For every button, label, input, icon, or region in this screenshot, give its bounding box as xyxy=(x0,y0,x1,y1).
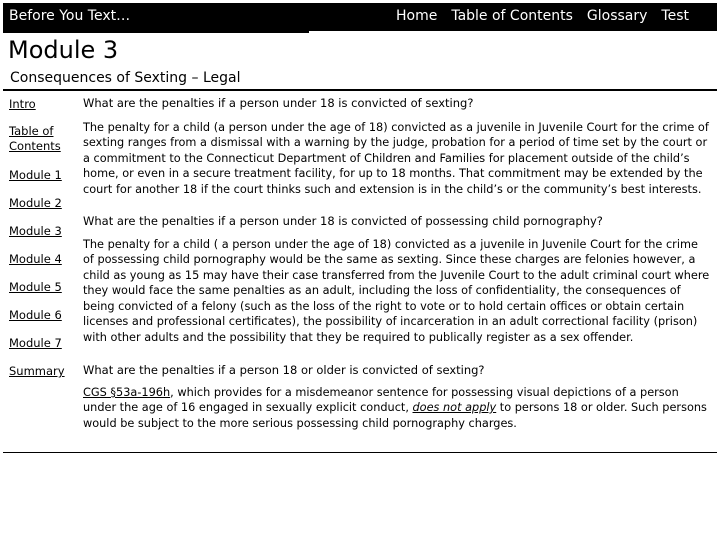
sidebar-item-module-7[interactable]: Module 7 xyxy=(9,336,62,350)
sidebar-item-module-4[interactable]: Module 4 xyxy=(9,252,62,266)
sidebar-item-module-3[interactable]: Module 3 xyxy=(9,224,62,238)
answer-3-part-1: , which provides for a misdemeanor sentence for possessing visual depictions of a person under the age of 16 engaged in sexually explicit conduct, xyxy=(83,385,679,414)
sidebar-item-table-of-contents[interactable]: Table of Contents xyxy=(9,124,61,153)
question-2: What are the penalties if a person under 18 is convicted of possessing child pornography? xyxy=(83,214,603,228)
nav-glossary-link[interactable]: Glossary xyxy=(586,8,648,24)
top-nav-bar xyxy=(3,3,717,31)
sidebar-item-intro[interactable]: Intro xyxy=(9,97,36,111)
answer-2: The penalty for a child ( a person under the age of 18) convicted as a juvenile in Juvenile Court for the crime of possessing child pornography would be the same as sexting. Since these charges are felonies however, a child as young as 15 may have their case transferred from the Juvenile Court to the adult criminal court where they would face the same penalties as an adult, including the loss of confidentiality, the consequences of being convicted of a felony (such as the loss of the right to vote or to hold certain offices or obtain certain licenses and professional certificates), the possibility of incarceration in an adult correctional facility (prison) with other adults and the possibility that they be required to publically register as a sex offender. xyxy=(83,237,710,344)
page-subtitle: Consequences of Sexting – Legal xyxy=(10,70,241,86)
statute-link[interactable]: CGS §53a-196h xyxy=(83,385,171,399)
answer-3 xyxy=(83,385,711,432)
page-title: Module 3 xyxy=(8,36,119,64)
bottom-divider xyxy=(3,452,717,453)
course-title: Before You Text… xyxy=(9,8,131,24)
nav-table-of-contents-link[interactable]: Table of Contents xyxy=(451,8,573,24)
nav-home-link[interactable]: Home xyxy=(395,8,438,24)
sidebar-item-summary[interactable]: Summary xyxy=(9,364,65,378)
nav-test-link[interactable]: Test xyxy=(661,8,689,24)
top-nav xyxy=(396,8,689,24)
question-3: What are the penalties if a person 18 or older is convicted of sexting? xyxy=(83,363,485,377)
main-content xyxy=(83,96,711,431)
answer-3-part-2: to persons 18 or older. Such persons would be subject to the more serious possessing child pornography charges. xyxy=(83,401,707,430)
sidebar-item-module-6[interactable]: Module 6 xyxy=(9,308,62,322)
answer-3-emphasis: does not apply xyxy=(412,401,497,414)
question-1: What are the penalties if a person under 18 is convicted of sexting? xyxy=(83,96,474,110)
sidebar-item-module-1[interactable]: Module 1 xyxy=(9,168,62,182)
sidebar xyxy=(9,97,71,378)
title-underline xyxy=(3,31,309,33)
sidebar-item-module-2[interactable]: Module 2 xyxy=(9,196,62,210)
sidebar-item-module-5[interactable]: Module 5 xyxy=(9,280,62,294)
answer-1: The penalty for a child (a person under the age of 18) convicted as a juvenile in Juvenile Court for the crime of sexting ranges from a dismissal with a warning by the judge, probation for a period of time set by the court or a commitment to the Connecticut Department of Children and Families for placement outside of the child’s home, or even in a secure treatment facility, for up to 18 months. That commitment may be extended by the court for another 18 if the court thinks such and extension is in the child’s or the community’s best interests. xyxy=(83,120,709,196)
top-divider xyxy=(3,89,717,91)
